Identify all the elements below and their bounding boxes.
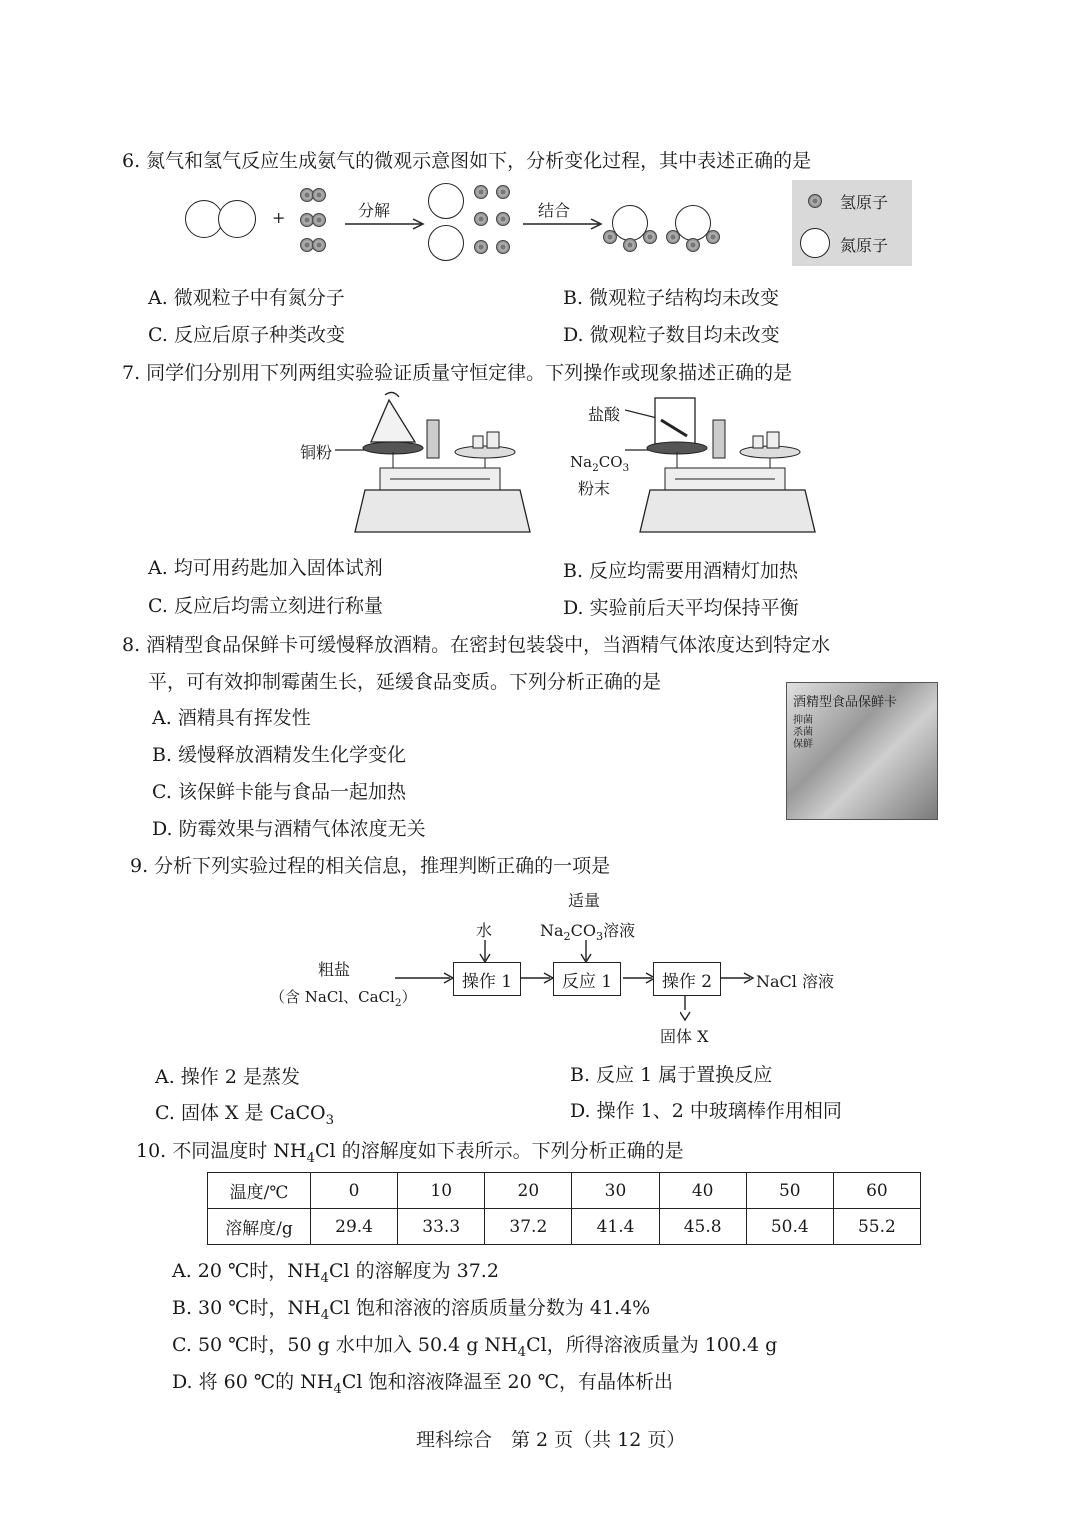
q10-option-c: C. 50 ℃时，50 g 水中加入 50.4 g $NH_4Cl$，所得溶液质量为 100.4 g <box>172 1334 778 1360</box>
operation-2-box: 操作 2 <box>653 962 721 996</box>
atom-legend <box>792 180 912 266</box>
q8-option-c: C. 该保鲜卡能与食品一起加热 <box>152 781 406 803</box>
hydrogen-atom <box>808 194 822 208</box>
q6-option-c: C. 反应后原子种类改变 <box>148 324 345 346</box>
q6-option-d: D. 微观粒子数目均未改变 <box>563 324 780 346</box>
q10-stem: 10. 不同温度时 $NH_4Cl$ 的溶解度如下表所示。下列分析正确的是 <box>136 1140 684 1166</box>
card-feature: 保鲜 <box>793 739 813 750</box>
q8-option-d: D. 防霉效果与酒精气体浓度无关 <box>152 818 426 840</box>
table-cell: 45.8 <box>659 1209 746 1245</box>
hydrogen-atom <box>474 185 488 199</box>
hydrogen-atom <box>496 185 510 199</box>
nitrogen-atom <box>428 225 464 261</box>
q6-option-a: A. 微观粒子中有氮分子 <box>148 287 345 309</box>
table-row <box>208 1209 921 1245</box>
reagent-amount: 适量 <box>568 891 601 910</box>
hydrogen-atom <box>623 238 637 252</box>
hydrogen-atom <box>603 230 617 244</box>
q10-option-d: D. 将 60 ℃的 $NH_4Cl$ 饱和溶液降温至 20 ℃，有晶体析出 <box>172 1371 674 1397</box>
q6-stem: 6. 氮气和氢气反应生成氨气的微观示意图如下，分析变化过程，其中表述正确的是 <box>122 150 812 172</box>
table-cell: 10 <box>398 1173 485 1209</box>
card-feature-list <box>793 715 813 751</box>
water-label: 水 <box>476 921 493 940</box>
label-hydrochloric-acid: 盐酸 <box>588 405 621 424</box>
q6-option-b: B. 微观粒子结构均未改变 <box>563 287 780 309</box>
plus-sign: + <box>272 208 286 227</box>
nacl-solution-label: NaCl 溶液 <box>756 972 834 991</box>
hydrogen-atom <box>686 238 700 252</box>
q8-stem-line1: 8. 酒精型食品保鲜卡可缓慢释放酒精。在密封包装袋中，当酒精气体浓度达到特定水 <box>122 634 831 656</box>
hydrogen-atom <box>706 230 720 244</box>
q10-option-a: A. 20 ℃时，$NH_4Cl$ 的溶解度为 37.2 <box>172 1260 499 1286</box>
table-cell: 50 <box>746 1173 833 1209</box>
hydrogen-atom <box>312 213 326 227</box>
reaction-1-box: 反应 1 <box>553 962 621 996</box>
table-cell: 55.2 <box>833 1209 920 1245</box>
hydrogen-atom <box>312 238 326 252</box>
q7-option-d: D. 实验前后天平均保持平衡 <box>563 597 799 619</box>
table-row <box>208 1173 921 1209</box>
q7-option-b: B. 反应均需要用酒精灯加热 <box>563 560 799 582</box>
solubility-table <box>207 1172 921 1245</box>
q9-stem: 9. 分析下列实验过程的相关信息，推理判断正确的一项是 <box>130 855 611 877</box>
card-title: 酒精型食品保鲜卡 <box>793 695 898 710</box>
balance-carbonate-illustration <box>625 390 825 540</box>
hydrogen-atom <box>643 230 657 244</box>
label-powder: 粉末 <box>578 479 611 498</box>
q8-option-b: B. 缓慢释放酒精发生化学变化 <box>152 744 407 766</box>
q7-option-a: A. 均可用药匙加入固体试剂 <box>148 557 383 579</box>
q9-option-d: D. 操作 1、2 中玻璃棒作用相同 <box>570 1100 842 1122</box>
q10-option-b: B. 30 ℃时，$NH_4Cl$ 饱和溶液的溶质质量分数为 41.4% <box>172 1297 651 1323</box>
balance-copper-illustration <box>335 390 535 540</box>
page-footer: 理科综合 第 2 页（共 12 页） <box>416 1429 686 1451</box>
crude-salt-composition: （含 NaCl、CaCl$_2$） <box>270 988 417 1009</box>
table-cell: 41.4 <box>572 1209 659 1245</box>
legend-nitrogen-label: 氮原子 <box>840 236 889 255</box>
q9-option-a: A. 操作 2 是蒸发 <box>155 1066 300 1088</box>
hydrogen-atom <box>474 240 488 254</box>
q9-option-c: C. 固体 X 是 CaCO$_3$ <box>155 1102 335 1128</box>
q9-option-b: B. 反应 1 属于置换反应 <box>570 1064 773 1086</box>
hydrogen-atom <box>312 188 326 202</box>
nitrogen-atom <box>218 200 256 238</box>
table-cell: 50.4 <box>746 1209 833 1245</box>
arrow-right-icon <box>345 218 427 230</box>
table-cell: 30 <box>572 1173 659 1209</box>
table-cell: 40 <box>659 1173 746 1209</box>
reagent-sodium-carbonate: $Na_2CO_3$溶液 <box>540 921 636 944</box>
hydrogen-atom <box>666 230 680 244</box>
nitrogen-atom <box>800 228 830 258</box>
table-header-solubility: 溶解度/g <box>208 1209 311 1245</box>
solid-x-label: 固体 X <box>660 1027 709 1046</box>
label-copper-powder: 铜粉 <box>300 443 333 462</box>
crude-salt-label: 粗盐 <box>318 960 351 979</box>
table-cell: 20 <box>485 1173 572 1209</box>
q8-option-a: A. 酒精具有挥发性 <box>152 707 311 729</box>
hydrogen-atom <box>496 212 510 226</box>
table-cell: 60 <box>833 1173 920 1209</box>
q7-option-c: C. 反应后均需立刻进行称量 <box>148 595 383 617</box>
operation-1-box: 操作 1 <box>453 962 521 996</box>
table-header-temperature: 温度/℃ <box>208 1173 311 1209</box>
nitrogen-atom <box>428 183 464 219</box>
table-cell: 29.4 <box>311 1209 398 1245</box>
table-cell: 33.3 <box>398 1209 485 1245</box>
q8-stem-line2: 平，可有效抑制霉菌生长，延缓食品变质。下列分析正确的是 <box>148 671 662 693</box>
label-sodium-carbonate: $Na_2CO_3$ <box>570 453 630 474</box>
hydrogen-atom <box>496 240 510 254</box>
freshness-card-photo <box>786 682 938 820</box>
legend-hydrogen-label: 氢原子 <box>840 193 889 212</box>
arrow-right-icon <box>523 218 605 230</box>
table-cell: 37.2 <box>485 1209 572 1245</box>
arrow-label-combine: 结合 <box>538 201 571 220</box>
q7-stem: 7. 同学们分别用下列两组实验验证质量守恒定律。下列操作或现象描述正确的是 <box>122 362 793 384</box>
card-feature: 杀菌 <box>793 727 813 738</box>
arrow-down-icon <box>680 1008 692 1022</box>
arrow-label-decompose: 分解 <box>358 201 391 220</box>
card-feature: 抑菌 <box>793 715 813 726</box>
hydrogen-atom <box>474 212 488 226</box>
table-cell: 0 <box>311 1173 398 1209</box>
